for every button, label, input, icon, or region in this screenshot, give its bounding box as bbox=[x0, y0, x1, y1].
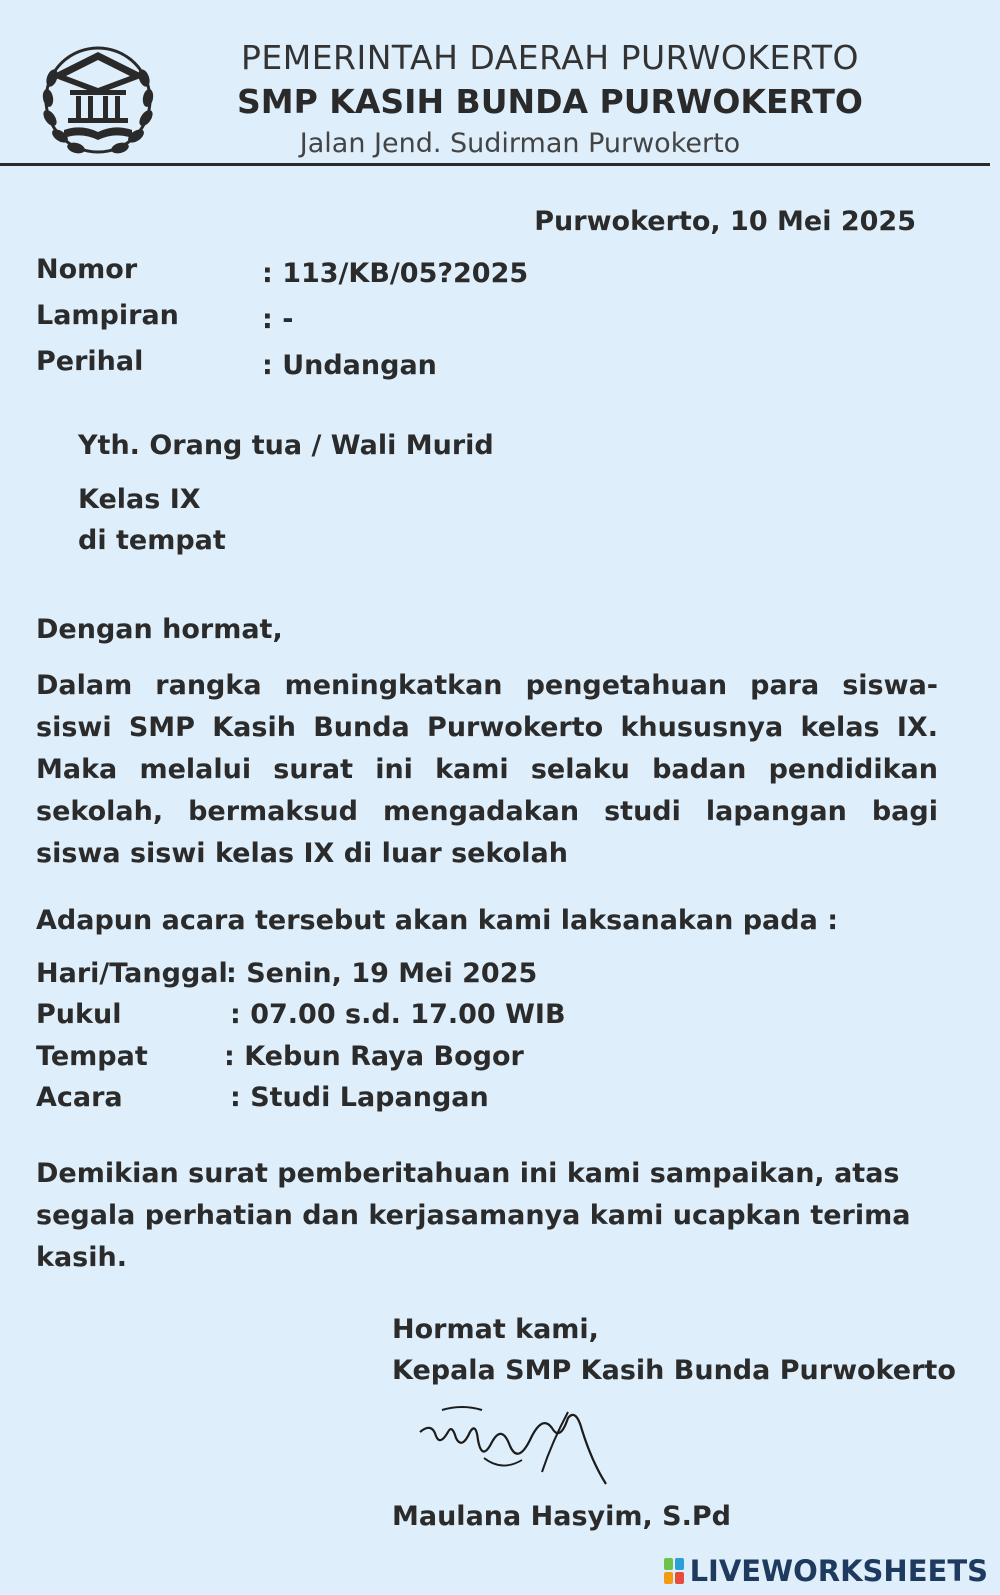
pukul-label: Pukul bbox=[36, 999, 122, 1030]
signature-name: Maulana Hasyim, S.Pd bbox=[392, 1501, 731, 1532]
signature-position: Kepala SMP Kasih Bunda Purwokerto bbox=[392, 1355, 956, 1386]
recipient-line3: di tempat bbox=[78, 525, 226, 556]
letterhead-address: Jalan Jend. Sudirman Purwokerto bbox=[299, 128, 741, 159]
recipient-line2: Kelas IX bbox=[78, 484, 201, 515]
lampiran-label: Lampiran bbox=[36, 300, 179, 331]
letterhead-government: PEMERINTAH DAERAH PURWOKERTO bbox=[240, 38, 860, 77]
liveworksheets-icon bbox=[664, 1558, 684, 1584]
acara-value: : Studi Lapangan bbox=[230, 1082, 489, 1113]
signature-salutation: Hormat kami, bbox=[392, 1314, 599, 1345]
letterhead-divider bbox=[0, 163, 990, 166]
tempat-value: : Kebun Raya Bogor bbox=[224, 1041, 524, 1072]
letter-date: Purwokerto, 10 Mei 2025 bbox=[534, 206, 916, 237]
handwritten-signature bbox=[392, 1402, 642, 1502]
liveworksheets-text: LIVEWORKSHEETS bbox=[689, 1554, 988, 1588]
body-paragraph: Dalam rangka meningkatkan pengetahuan para siswa-siswi SMP Kasih Bunda Purwokerto khususnya kelas IX. Maka melalui surat ini kami selaku badan pendidikan sekolah, bermaksud mengadakan studi lapangan bagi siswa siswi kelas IX di luar sekolah bbox=[36, 670, 938, 869]
nomor-label: Nomor bbox=[36, 254, 138, 285]
hari-label: Hari/Tanggal bbox=[36, 958, 228, 989]
letterhead-school-name: SMP KASIH BUNDA PURWOKERTO bbox=[237, 82, 863, 121]
pukul-value: : 07.00 s.d. 17.00 WIB bbox=[230, 999, 566, 1030]
liveworksheets-logo bbox=[664, 1554, 988, 1588]
perihal-label: Perihal bbox=[36, 346, 144, 377]
hari-value: : Senin, 19 Mei 2025 bbox=[226, 958, 538, 989]
closing-paragraph: Demikian surat pemberitahuan ini kami sampaikan, atas segala perhatian dan kerjasamanya kami ucapkan terima kasih. bbox=[36, 1158, 911, 1273]
greeting: Dengan hormat, bbox=[36, 614, 283, 645]
schedule-intro: Adapun acara tersebut akan kami laksanakan pada : bbox=[36, 905, 838, 936]
lampiran-value: : - bbox=[262, 304, 294, 335]
tempat-label: Tempat bbox=[36, 1041, 148, 1072]
acara-label: Acara bbox=[36, 1082, 123, 1113]
perihal-value: : Undangan bbox=[262, 350, 437, 381]
recipient-line1: Yth. Orang tua / Wali Murid bbox=[78, 430, 494, 461]
nomor-value: : 113/KB/05?2025 bbox=[262, 258, 529, 289]
